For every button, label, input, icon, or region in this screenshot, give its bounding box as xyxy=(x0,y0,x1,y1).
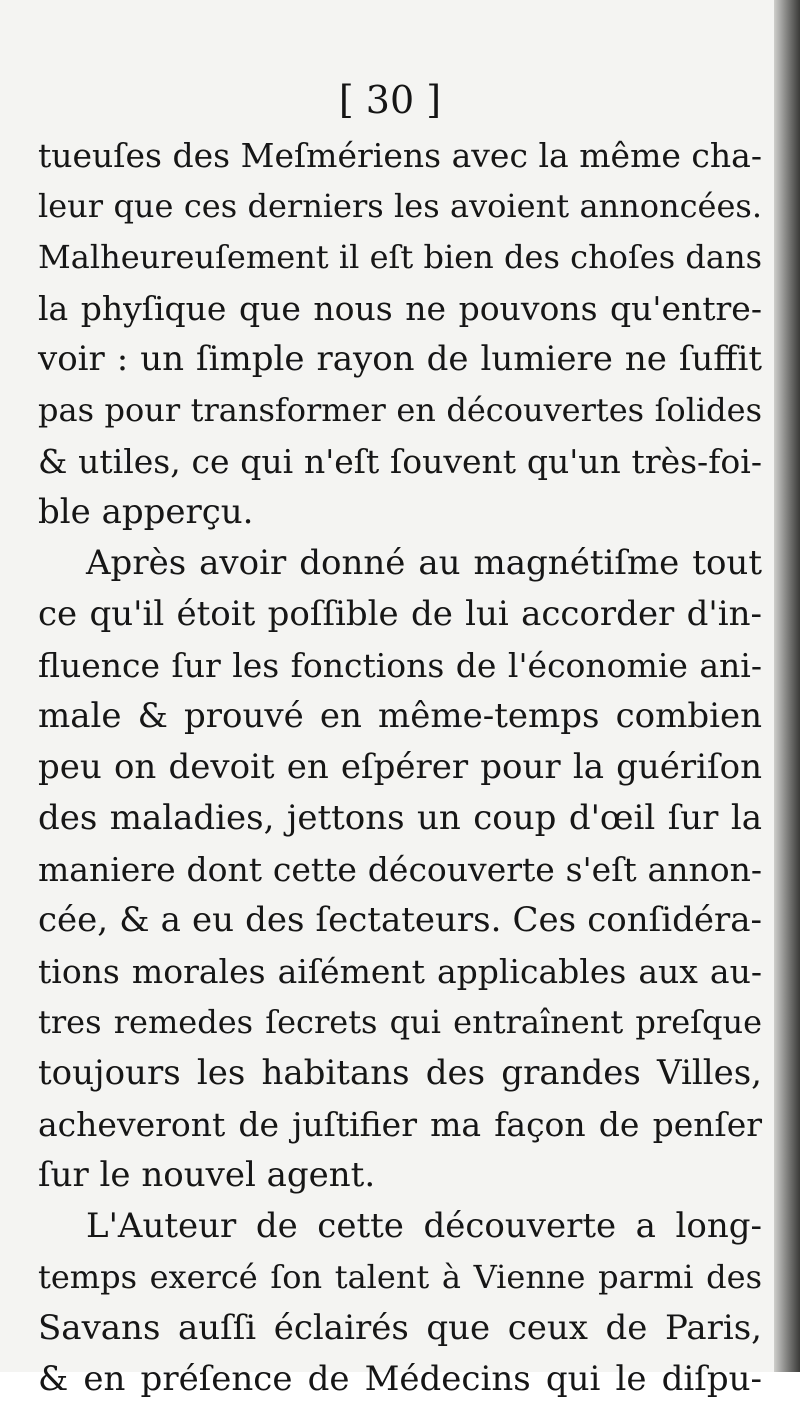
paragraph-start-line: Après avoir donné au magnétiſme tout xyxy=(86,543,762,583)
text-line: la phyſique que nous ne pouvons qu'entre- xyxy=(38,289,762,328)
text-line: des maladies, jettons un coup d'œil ſur la xyxy=(38,798,762,838)
text-line: ſur le nouvel agent. xyxy=(38,1155,376,1195)
text-line: male & prouvé en même-temps combien xyxy=(38,696,762,736)
page-gutter-shadow xyxy=(774,0,800,1372)
text-line: peu on devoit en eſpérer pour la guériſon xyxy=(38,747,762,787)
body-text xyxy=(38,130,762,1405)
text-line: tres remedes ſecrets qui entraînent preſque xyxy=(38,1003,762,1041)
text-line: cée, & a eu des ſectateurs. Ces conſidéra- xyxy=(38,900,762,940)
text-line: toujours les habitans des grandes Villes, xyxy=(38,1053,762,1093)
paragraph-start-line: L'Auteur de cette découverte a long- xyxy=(86,1206,762,1246)
text-line: tueuſes des Meſmériens avec la même cha- xyxy=(38,136,762,175)
text-line: leur que ces derniers les avoient annoncées. xyxy=(38,187,762,225)
text-line: ble apperçu. xyxy=(38,492,254,532)
text-line: temps exercé ſon talent à Vienne parmi des xyxy=(38,1258,762,1296)
text-line: & en préſence de Médecins qui le diſpu- xyxy=(38,1359,762,1399)
text-line: ce qu'il étoit poſſible de lui accorder d'in- xyxy=(38,594,762,634)
text-line: Savans auſſi éclairés que ceux de Paris, xyxy=(38,1308,762,1348)
text-line: Malheureuſement il eſt bien des choſes dans xyxy=(38,238,762,276)
text-line: voir : un ſimple rayon de lumiere ne ſuffit xyxy=(38,339,762,379)
text-line: pas pour transformer en découvertes ſolides xyxy=(38,391,762,429)
text-line: & utiles, ce qui n'eſt ſouvent qu'un très-foi- xyxy=(38,442,762,481)
text-line: fluence ſur les fonctions de l'économie ani- xyxy=(38,646,762,685)
page-number: [ 30 ] xyxy=(338,78,442,122)
text-line: tions morales aiſément applicables aux au- xyxy=(38,952,762,991)
text-line: maniere dont cette découverte s'eſt annon- xyxy=(38,850,762,889)
text-line: acheveront de juſtifier ma façon de penſer xyxy=(38,1105,762,1144)
